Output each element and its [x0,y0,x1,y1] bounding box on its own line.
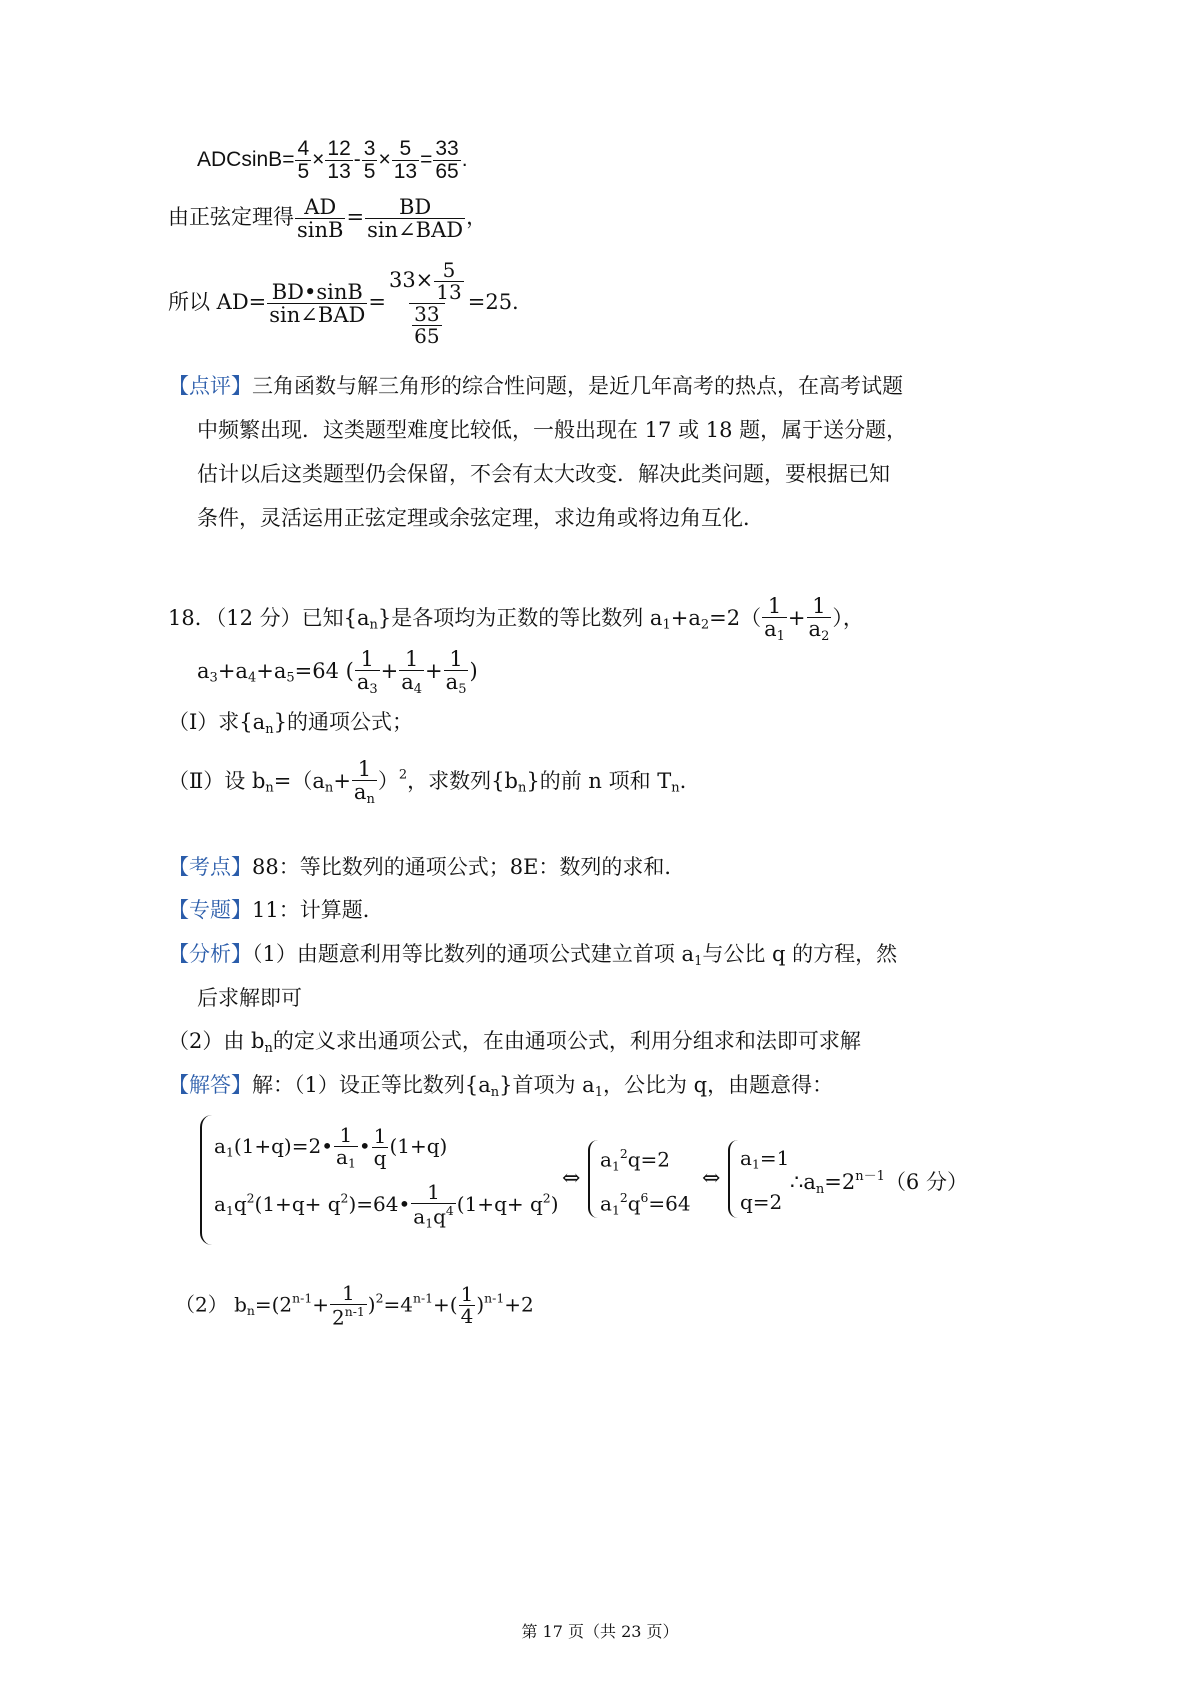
minus-sign: - [353,148,361,172]
fenxi-line-3: （2）由 $b_n$的定义求出通项公式，在由通项公式，利用分组求和法即可求解 [168,1029,861,1056]
system-row-2: $a_1q^2(1+q+$ $q^2)=64•$ $\frac{1}{a_1q^4}$ $(1+q+ q^2)$ [214,1180,559,1231]
times-sign: × [378,148,391,172]
system-brace-2 [588,1140,598,1218]
question-18-line-1: 18．（12 分）已知$\{a_n\}$是各项均为正数的等比数列 $a_1+a_2=2$（ $\frac{1}{a_1}$ + $\frac{1}{a_2}$ ）， [168,594,864,644]
comma: ， [466,205,488,230]
frac-12-13: $\frac{12}{13}$ [327,137,351,184]
question-18-part-1: （Ⅰ）求$\{a_n\}$的通项公式； [168,710,413,737]
frac-ad-sinb: $\frac{AD}{\sin B}$ [297,195,344,243]
frac-1-an: $\frac{1}{a_n}$ [353,757,375,807]
comment-line-1: 【点评】三角函数与解三角形的综合性问题，是近几年高考的热点，在高考试题 [168,374,903,398]
frac-1-a3: $\frac{1}{a_3}$ [356,647,378,697]
question-18-part-2: （Ⅱ）设 $b_n=(a_n+$ $\frac{1}{a_n}$ ）$^2$，求数列$\{b_n\}$的前 n 项和 $T_n$. [168,757,687,807]
times-sign: × [312,148,325,172]
system3-row-2: q=2 [740,1190,783,1214]
result-25: =25. [467,290,519,314]
system2-row-1: $a_1^2q=2$ [600,1146,671,1174]
fenxi-line-2: 后求解即可 [197,986,302,1010]
frac-5-13: $\frac{5}{13}$ [393,137,418,184]
kaodian-line: 【考点】88：等比数列的通项公式；8E：数列的求和． [168,855,686,879]
equation-adc-sinb [197,138,468,183]
comment-line-4: 条件，灵活运用正弦定理或余弦定理，求边角或将边角互化． [197,506,764,530]
comment-tag: 【点评】 [168,374,252,398]
system3-row-1: $a_1=1$ [740,1146,790,1172]
frac-1-q: $\frac{1}{q}$ [373,1123,387,1170]
period: . [461,148,468,172]
system-brace [200,1115,212,1245]
frac-4-5: $\frac{4}{5}$ [297,137,310,184]
equals-sign: = [368,290,386,314]
frac-1-a5: $\frac{1}{a_5}$ [445,647,467,697]
frac-33-65: $\frac{33}{65}$ [435,137,459,184]
iff-symbol-2: ⇔ [702,1166,721,1191]
frac-1-a1q4: $\frac{1}{a_1q^4}$ [413,1180,454,1231]
complex-fraction: 33× $\frac{5}{13}$ $\frac{33}{65}$ [388,258,462,348]
zhuanti-line: 【专题】11：计算题． [168,898,384,922]
ad-result-line [168,260,519,347]
fenxi-line-1: 【分析】（1）由题意利用等比数列的通项公式建立首项 $a_1$与公比 q 的方程，然 [168,942,898,969]
ad-prefix: 所以 AD= [168,290,267,314]
comment-line-2: 中频繁出现．这类题型难度比较低，一般出现在 17 或 18 题，属于送分题， [197,418,908,442]
sine-rule-prefix: 由正弦定理得 [168,205,294,230]
iff-symbol-1: ⇔ [562,1166,581,1191]
equals-sign: = [346,205,365,230]
jieda-line: 【解答】解：（1）设正等比数列$\{a_n\}$首项为 $a_1$，公比为 q，由题意得： [168,1073,834,1100]
sine-rule-line [168,196,487,241]
frac-1-a2: $\frac{1}{a_2}$ [808,594,830,644]
frac-bd-sinb-over-sinbad: $\frac{BD•\sin B}{\text{sin∠BAD}}$ [269,279,366,327]
comment-line-3: 估计以后这类题型仍会保留，不会有太大改变．解决此类问题，要根据已知 [197,462,890,486]
page-footer: 第 17 页（共 23 页） [521,1622,679,1641]
frac-1-a1: $\frac{1}{a_1}$ [764,594,785,644]
frac-1-a1: $\frac{1}{a_1}$ [336,1123,356,1171]
eq-prefix: ADCsinB= [197,148,295,172]
equals-sign: = [420,148,433,172]
frac-1-4: $\frac{1}{4}$ [460,1282,474,1329]
frac-bd-sinbad: $\frac{BD}{\text{sin∠BAD}}$ [367,195,464,243]
system-row-1: $a_1(1+q)=2•$ $\frac{1}{a_1}$ • $\frac{1}{q}$ (1+q) [214,1123,448,1171]
bn-formula: （2） $b_n=(2^{n-1}+$ $\frac{1}{2^{n-1}}$ )$^2=4^{n-1}+$( $\frac{1}{4}$ )$^{n-1}$+2 [175,1281,534,1330]
system-brace-3 [728,1140,738,1218]
system2-row-2: $a_1^2q^6=64$ [600,1190,691,1218]
question-18-line-2: $a_3+a_4+a_5=64$ ( $\frac{1}{a_3}$ + $\frac{1}{a_4}$ + $\frac{1}{a_5}$ ) [197,647,478,697]
frac-3-5: $\frac{3}{5}$ [363,137,376,184]
frac-1-a4: $\frac{1}{a_4}$ [401,647,423,697]
frac-1-2n1: $\frac{1}{2^{n-1}}$ [332,1281,365,1330]
an-result: $\therefore a_n=2^{n-1}(6$ 分） [790,1169,968,1197]
